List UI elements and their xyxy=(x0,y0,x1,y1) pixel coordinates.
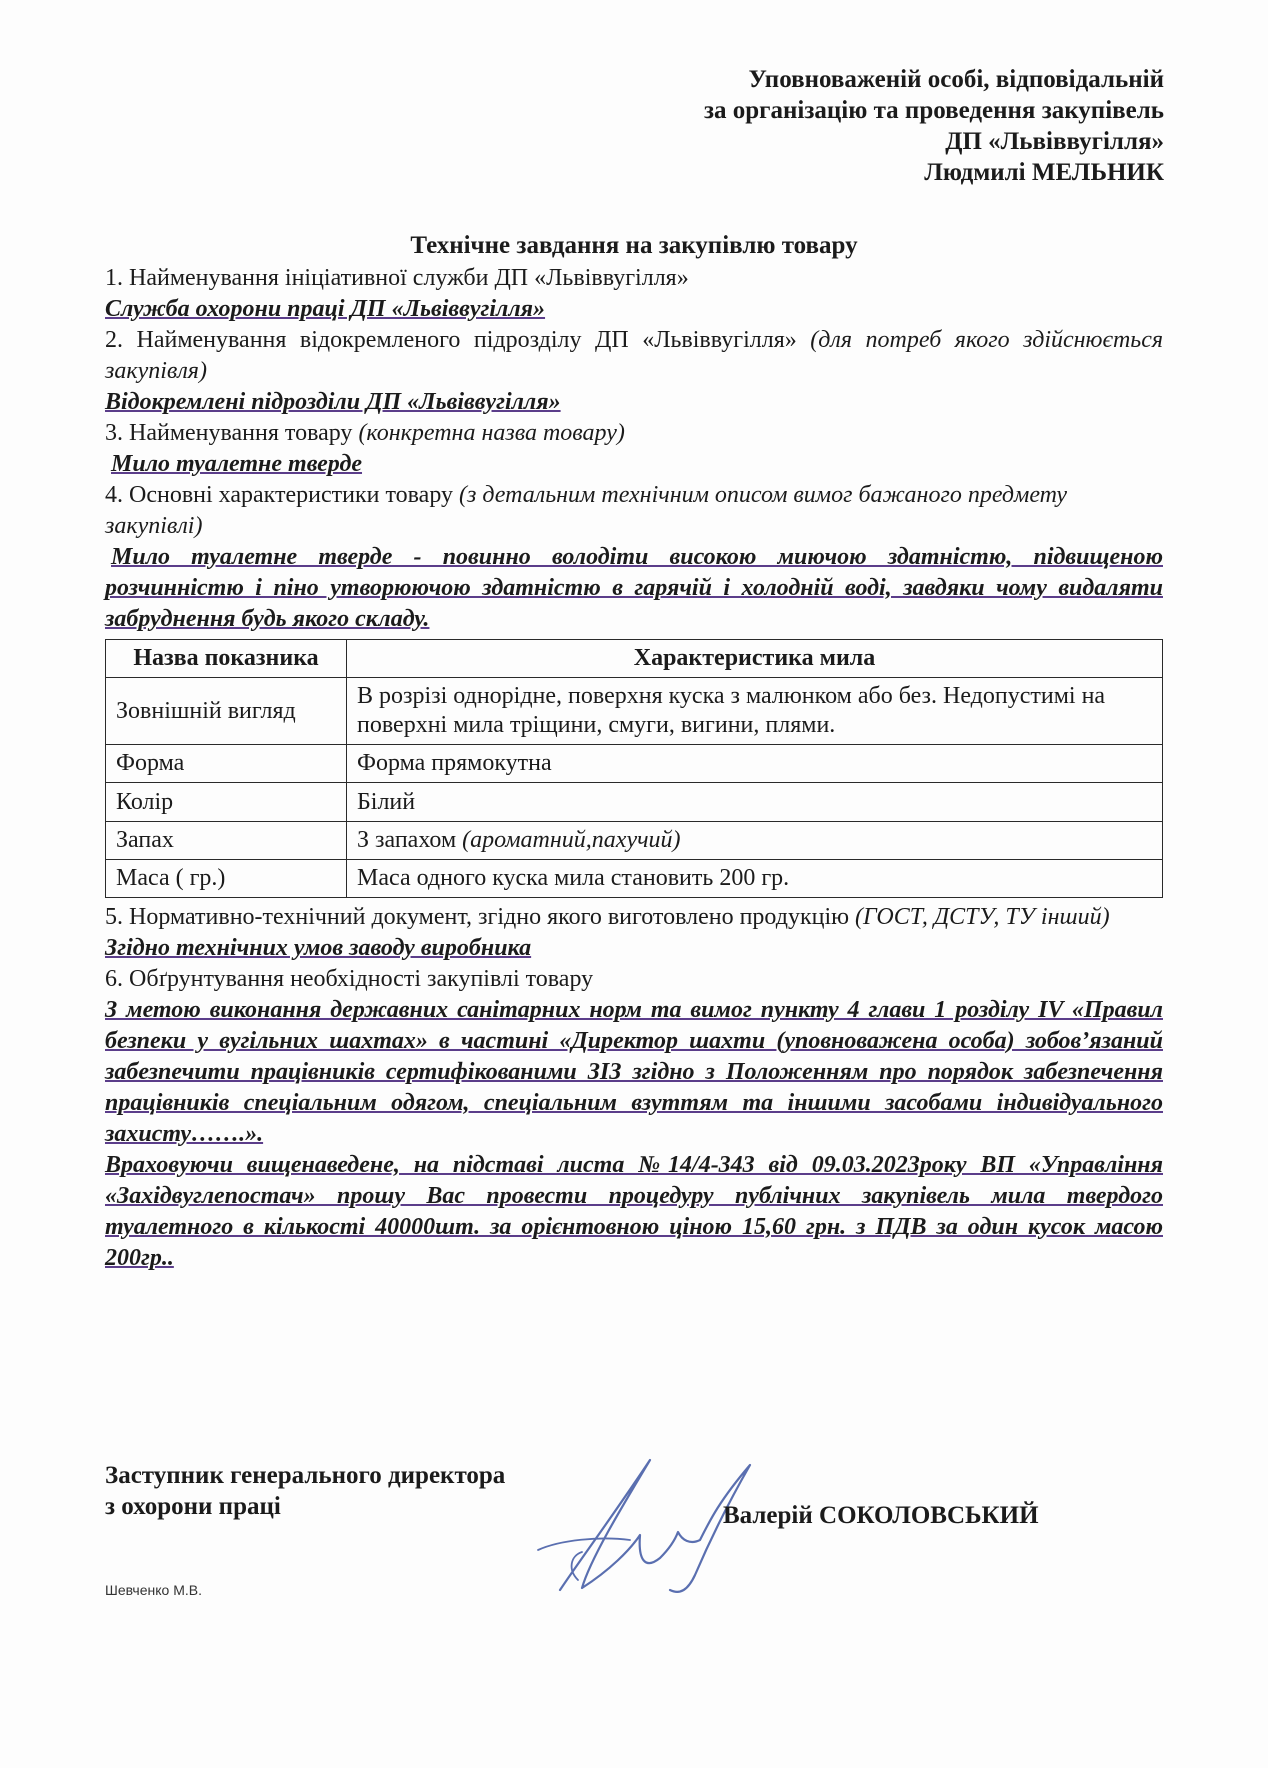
section-note: (з детальним технічним описом вимог бажаного предмету закупівлі) xyxy=(105,482,1068,539)
section-5-answer: Згідно технічних умов заводу виробника xyxy=(105,935,532,961)
section-5-label xyxy=(105,902,1163,933)
section-note: (конкретна назва товару) xyxy=(358,420,625,446)
table-row xyxy=(106,860,1163,898)
table-cell-value: Маса одного куска мила становить 200 гр. xyxy=(347,860,1163,898)
table-cell-value: Форма прямокутна xyxy=(347,745,1163,783)
section-4-label xyxy=(105,480,1163,542)
addressee-name: Людмилі МЕЛЬНИК xyxy=(924,159,1164,186)
section-note: (ГОСТ, ДСТУ, ТУ інший) xyxy=(855,904,1110,930)
table-row xyxy=(106,678,1163,745)
table-row xyxy=(106,822,1163,860)
table-cell-note: (ароматний,пахучий) xyxy=(462,827,681,853)
table-cell-value: З запахом xyxy=(357,827,463,853)
table-header-cell: Характеристика мила xyxy=(347,640,1163,678)
signature-block xyxy=(105,1460,1163,1529)
section-1-label xyxy=(105,263,1163,294)
section-4-answer: Мило туалетне тверде - повинно володіти високою миючою здатністю, підвищеною розчинністю і піно утворюючою здатністю в гарячій і холодній воді, завдяки чому видаляти забруднення будь якого складу. xyxy=(105,544,1163,632)
section-3-answer: Мило туалетне тверде xyxy=(111,451,363,477)
document-title: Технічне завдання на закупівлю товару xyxy=(410,232,858,259)
section-text: . Найменування ініціативної служби ДП «Львіввугілля» xyxy=(117,265,689,291)
section-number: 4 xyxy=(105,482,117,508)
addressee-line: за організацію та проведення закупівель xyxy=(703,97,1164,124)
section-number: 2 xyxy=(105,327,117,353)
table-cell-name: Колір xyxy=(106,783,347,822)
addressee-line: ДП «Львіввугілля» xyxy=(945,128,1164,155)
section-text: . Основні характеристики товару xyxy=(117,482,453,508)
signatory-position: Заступник генерального директора xyxy=(105,1462,506,1489)
table-cell-name: Запах xyxy=(106,822,347,860)
table-header-row xyxy=(106,640,1163,678)
section-6-answer: З метою виконання державних санітарних норм та вимог пункту 4 глави 1 розділу IV «Правил безпеки у вугільних шахтах» в частині «Директор шахти (уповноважена особа) зобов’язаний забезпечити працівників сертифікованими ЗІЗ згідно з Положенням про порядок забезпечення працівників спеціальним одягом, спеціальним взуттям та іншими засобами індивідуального захисту…….». xyxy=(105,997,1163,1147)
table-cell-value: В розрізі однорідне, поверхня куска з малюнком або без. Недопустимі на поверхні мила тріщини, смуги, вигини, плями. xyxy=(347,678,1163,745)
table-cell-name: Зовнішній вигляд xyxy=(106,678,347,745)
table-row xyxy=(106,783,1163,822)
section-number: 3 xyxy=(105,420,117,446)
table-cell-value-wrap xyxy=(347,822,1163,860)
section-number: 1 xyxy=(105,265,117,291)
section-text: . Найменування товару xyxy=(117,420,353,446)
executor-name: Шевченко М.В. xyxy=(105,1582,202,1598)
section-2-label xyxy=(105,325,1163,387)
table-cell-name: Форма xyxy=(106,745,347,783)
addressee-line: Уповноваженій особі, відповідальній xyxy=(748,66,1164,93)
section-text: . Найменування відокремленого підрозділу ДП «Львіввугілля» xyxy=(117,327,797,353)
document-body xyxy=(105,230,1163,1274)
table-cell-value: Білий xyxy=(347,783,1163,822)
section-3-label xyxy=(105,418,1163,449)
table-header-cell: Назва показника xyxy=(106,640,347,678)
section-1-answer: Служба охорони праці ДП «Львіввугілля» xyxy=(105,296,546,322)
table-cell-name: Маса ( гр.) xyxy=(106,860,347,898)
addressee-block xyxy=(704,64,1164,188)
signatory-name: Валерій СОКОЛОВСЬКИЙ xyxy=(723,1502,1039,1529)
section-text: 5. Нормативно-технічний документ, згідно якого виготовлено продукцію xyxy=(105,904,850,930)
section-6-request: Враховуючи вищенаведене, на підставі листа №14/4-343 від 09.03.2023року ВП «Управління «Західвуглепостач» прошу Вас провести процедуру публічних закупівель мила твердого туалетного в кількості 40000шт. за орієнтовною ціною 15,60 грн. з ПДВ за один кусок масою 200гр.. xyxy=(105,1152,1163,1271)
signatory-position: з охорони праці xyxy=(105,1493,281,1520)
section-2-answer: Відокремлені підрозділи ДП «Львіввугілля» xyxy=(105,389,561,415)
section-6-label: 6. Обґрунтування необхідності закупівлі товару xyxy=(105,966,594,992)
specs-table xyxy=(105,639,1163,898)
table-row xyxy=(106,745,1163,783)
section-note: (для потреб якого здійснюється закупівля) xyxy=(105,327,1164,384)
